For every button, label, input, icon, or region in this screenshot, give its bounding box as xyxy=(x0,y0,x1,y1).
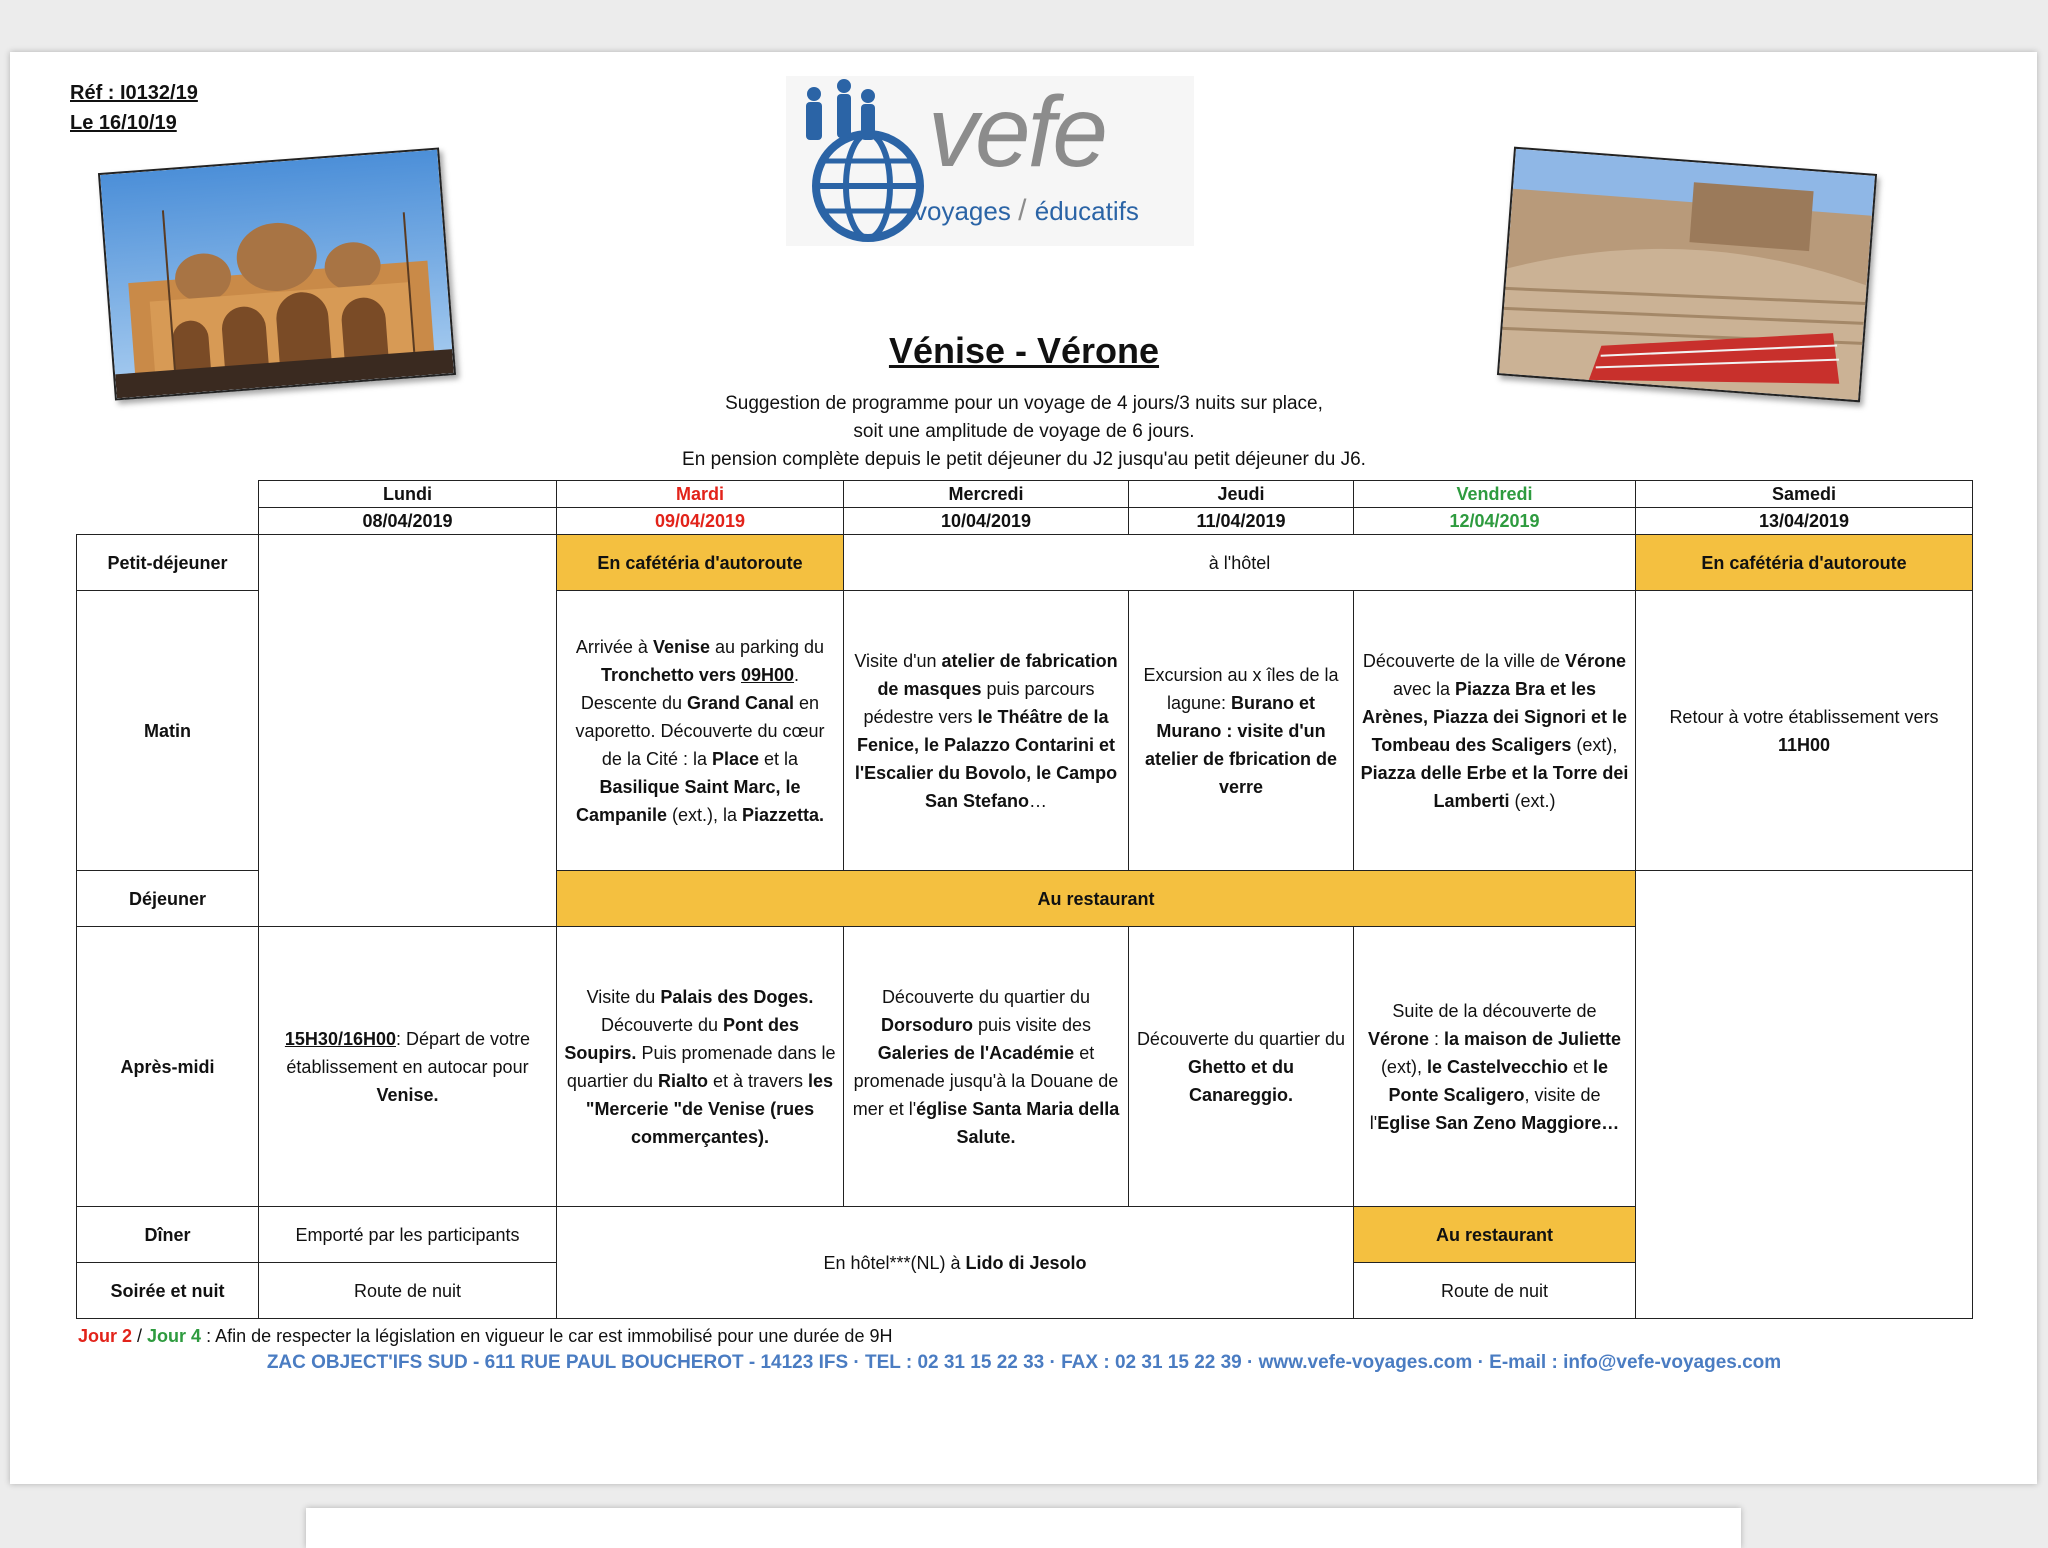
day-date-mardi: 09/04/2019 xyxy=(557,508,844,535)
vefe-logo xyxy=(786,76,1194,246)
diner-lundi-cell: Emporté par les participants xyxy=(259,1207,557,1263)
am-vendredi-cell: Suite de la découverte de Vérone : la maison de Juliette (ext), le Castelvecchio et le Ponte Scaligero, visite de l'Eglise San Zeno Maggiore… xyxy=(1354,927,1636,1207)
petit-dejeuner-row xyxy=(77,535,1973,591)
page-title: Vénise - Vérone xyxy=(888,330,1160,371)
intro-line: soit une amplitude de voyage de 6 jours. xyxy=(853,421,1195,442)
corner-blank xyxy=(77,508,259,535)
am-jeudi-cell: Découverte du quartier du Ghetto et du Canareggio. xyxy=(1129,927,1354,1207)
row-label-soiree: Soirée et nuit xyxy=(77,1263,259,1319)
next-page-edge xyxy=(306,1508,1741,1548)
row-label-diner: Dîner xyxy=(77,1207,259,1263)
schedule-table xyxy=(76,480,1973,1319)
soiree-vendredi-cell: Route de nuit xyxy=(1354,1263,1636,1319)
matin-mercredi-cell: Visite d'un atelier de fabrication de masques puis parcours pédestre vers le Théâtre de la Fenice, le Palazzo Contarini et l'Escalier du Bovolo, le Campo San Stefano… xyxy=(844,591,1129,871)
intro-line: Suggestion de programme pour un voyage de 4 jours/3 nuits sur place, xyxy=(725,393,1323,414)
day-name-mardi: Mardi xyxy=(557,481,844,508)
contact-footer: ZAC OBJECT'IFS SUD - 611 RUE PAUL BOUCHEROT - 14123 IFS · TEL : 02 31 15 22 33 · FAX : 02 31 15 22 39 · www.vefe-voyages.com · E-mail : info@vefe-voyages.com xyxy=(266,1352,1782,1373)
corner-blank xyxy=(77,481,259,508)
reference-date: Le 16/10/19 xyxy=(70,112,177,134)
row-label-dejeuner: Déjeuner xyxy=(77,871,259,927)
day-date-mercredi: 10/04/2019 xyxy=(844,508,1129,535)
diner-vendredi-cell: Au restaurant xyxy=(1354,1207,1636,1263)
day-date-vendredi: 12/04/2019 xyxy=(1354,508,1636,535)
samedi-afternoon-empty xyxy=(1636,871,1973,1319)
matin-samedi-cell: Retour à votre établissement vers 11H00 xyxy=(1636,591,1973,871)
day-name-lundi: Lundi xyxy=(259,481,557,508)
day-name-samedi: Samedi xyxy=(1636,481,1973,508)
day-names-row xyxy=(77,481,1973,508)
am-lundi-cell: 15H30/16H00: Départ de votre établissement en autocar pour Venise. xyxy=(259,927,557,1207)
day-date-jeudi: 11/04/2019 xyxy=(1129,508,1354,535)
day-name-mercredi: Mercredi xyxy=(844,481,1129,508)
pd-mardi-cell: En cafétéria d'autoroute xyxy=(557,535,844,591)
legal-note: Jour 2 / Jour 4 : Afin de respecter la législation en vigueur le car est immobilisé pour une durée de 9H xyxy=(78,1326,893,1346)
hotel-lido-cell: En hôtel***(NL) à Lido di Jesolo xyxy=(557,1207,1354,1319)
day-name-jeudi: Jeudi xyxy=(1129,481,1354,508)
logo-tagline: voyages / éducatifs xyxy=(914,194,1139,227)
day-dates-row xyxy=(77,508,1973,535)
pd-hotel-cell: à l'hôtel xyxy=(844,535,1636,591)
intro-text xyxy=(0,390,2048,474)
am-mercredi-cell: Découverte du quartier du Dorsoduro puis visite des Galeries de l'Académie et promenade jusqu'à la Douane de mer et l'église Santa Maria della Salute. xyxy=(844,927,1129,1207)
matin-vendredi-cell: Découverte de la ville de Vérone avec la Piazza Bra et les Arènes, Piazza dei Signori et le Tombeau des Scaligers (ext), Piazza delle Erbe et la Torre dei Lamberti (ext.) xyxy=(1354,591,1636,871)
reference-number: Réf : I0132/19 xyxy=(70,82,198,104)
day-date-lundi: 08/04/2019 xyxy=(259,508,557,535)
matin-mardi-cell: Arrivée à Venise au parking du Tronchetto vers 09H00. Descente du Grand Canal en vaporetto. Découverte du cœur de la Cité : la Place et la Basilique Saint Marc, le Campanile (ext.), la Piazzetta. xyxy=(557,591,844,871)
intro-line: En pension complète depuis le petit déjeuner du J2 jusqu'au petit déjeuner du J6. xyxy=(682,449,1366,470)
row-label-petit-dejeuner: Petit-déjeuner xyxy=(77,535,259,591)
pd-samedi-cell: En cafétéria d'autoroute xyxy=(1636,535,1973,591)
row-label-apres-midi: Après-midi xyxy=(77,927,259,1207)
logo-wordmark: vefe xyxy=(928,76,1106,188)
dejeuner-restaurant-cell: Au restaurant xyxy=(557,871,1636,927)
row-label-matin: Matin xyxy=(77,591,259,871)
reference-block xyxy=(70,78,198,138)
day-name-vendredi: Vendredi xyxy=(1354,481,1636,508)
soiree-lundi-cell: Route de nuit xyxy=(259,1263,557,1319)
am-mardi-cell: Visite du Palais des Doges. Découverte du Pont des Soupirs. Puis promenade dans le quartier du Rialto et à travers les "Mercerie "de Venise (rues commerçantes). xyxy=(557,927,844,1207)
lundi-morning-empty xyxy=(259,535,557,927)
matin-jeudi-cell: Excursion au x îles de la lagune: Burano et Murano : visite d'un atelier de fbrication de verre xyxy=(1129,591,1354,871)
day-date-samedi: 13/04/2019 xyxy=(1636,508,1973,535)
